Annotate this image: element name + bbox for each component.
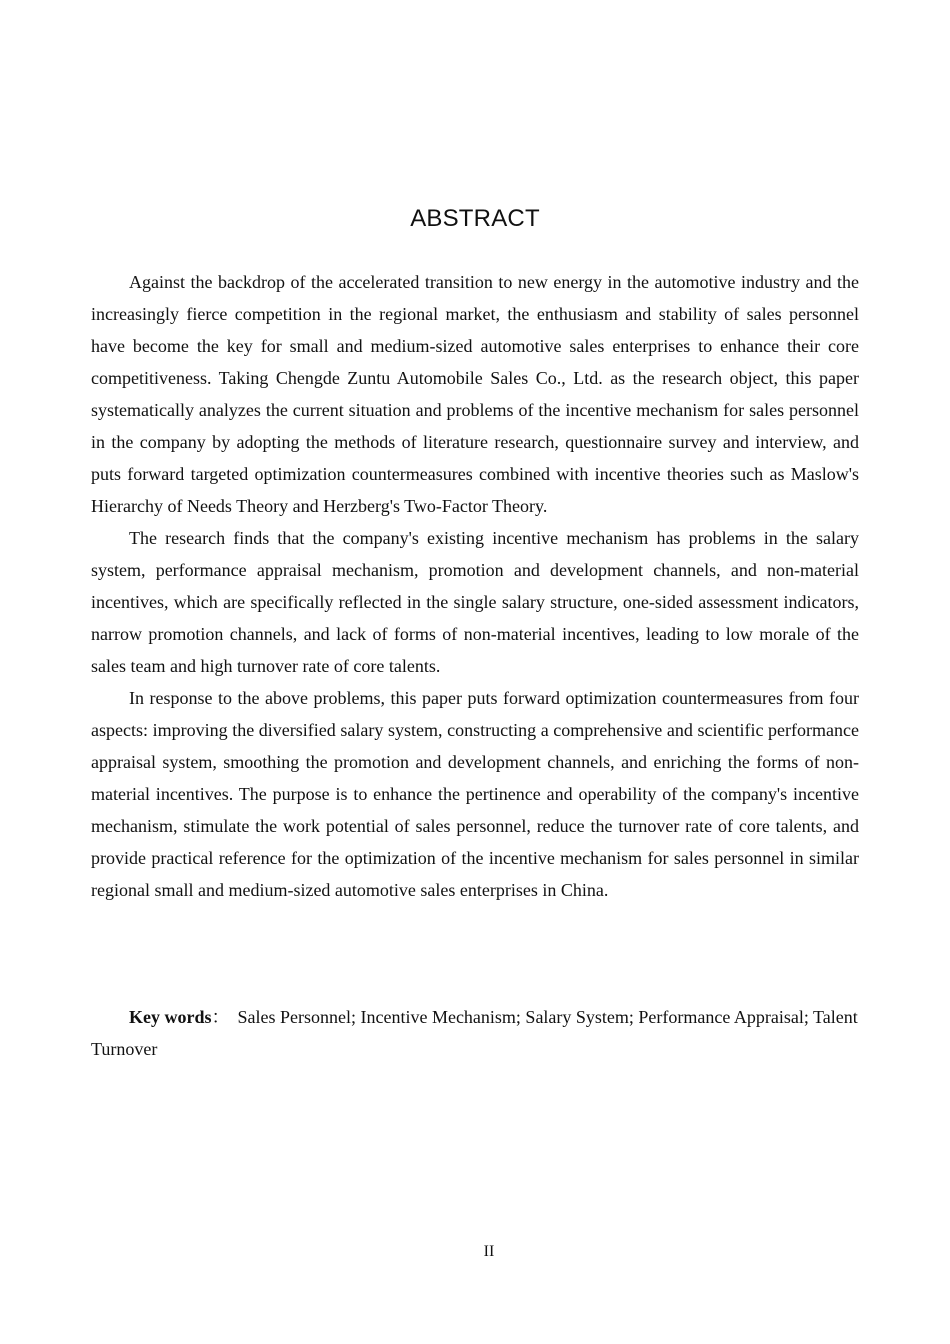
page-title: ABSTRACT — [410, 205, 540, 232]
abstract-body — [91, 266, 859, 906]
abstract-paragraph: The research finds that the company's existing incentive mechanism has problems in the salary system, performance appraisal mechanism, promotion and development channels, and non-material incentives, which are specifically reflected in the single salary structure, one-sided assessment indicators, narrow promotion channels, and lack of forms of non-material incentives, leading to low morale of the sales team and high turnover rate of core talents. — [91, 528, 859, 676]
keywords-text: Sales Personnel; Incentive Mechanism; Salary System; Performance Appraisal; Talent Turnover — [91, 1007, 858, 1059]
abstract-paragraph: In response to the above problems, this paper puts forward optimization countermeasures from four aspects: improving the diversified salary system, constructing a comprehensive and scientific performance appraisal system, smoothing the promotion and development channels, and enriching the forms of non-material incentives. The purpose is to enhance the pertinence and operability of the company's incentive mechanism, stimulate the work potential of sales personnel, reduce the turnover rate of core talents, and provide practical reference for the optimization of the incentive mechanism for sales personnel in similar regional small and medium-sized automotive sales enterprises in China. — [91, 688, 859, 900]
keywords-line — [91, 1001, 859, 1065]
abstract-paragraph: Against the backdrop of the accelerated transition to new energy in the automotive industry and the increasingly fierce competition in the regional market, the enthusiasm and stability of sales personnel have become the key for small and medium-sized automotive sales enterprises to enhance their core competitiveness. Taking Chengde Zuntu Automobile Sales Co., Ltd. as the research object, this paper systematically analyzes the current situation and problems of the incentive mechanism for sales personnel in the company by adopting the methods of literature research, questionnaire survey and interview, and puts forward targeted optimization countermeasures combined with incentive theories such as Maslow's Hierarchy of Needs Theory and Herzberg's Two-Factor Theory. — [91, 272, 859, 516]
page-number: II — [483, 1243, 495, 1260]
keywords-colon: ： — [211, 1007, 230, 1027]
keywords-label: Key words — [129, 1007, 212, 1027]
